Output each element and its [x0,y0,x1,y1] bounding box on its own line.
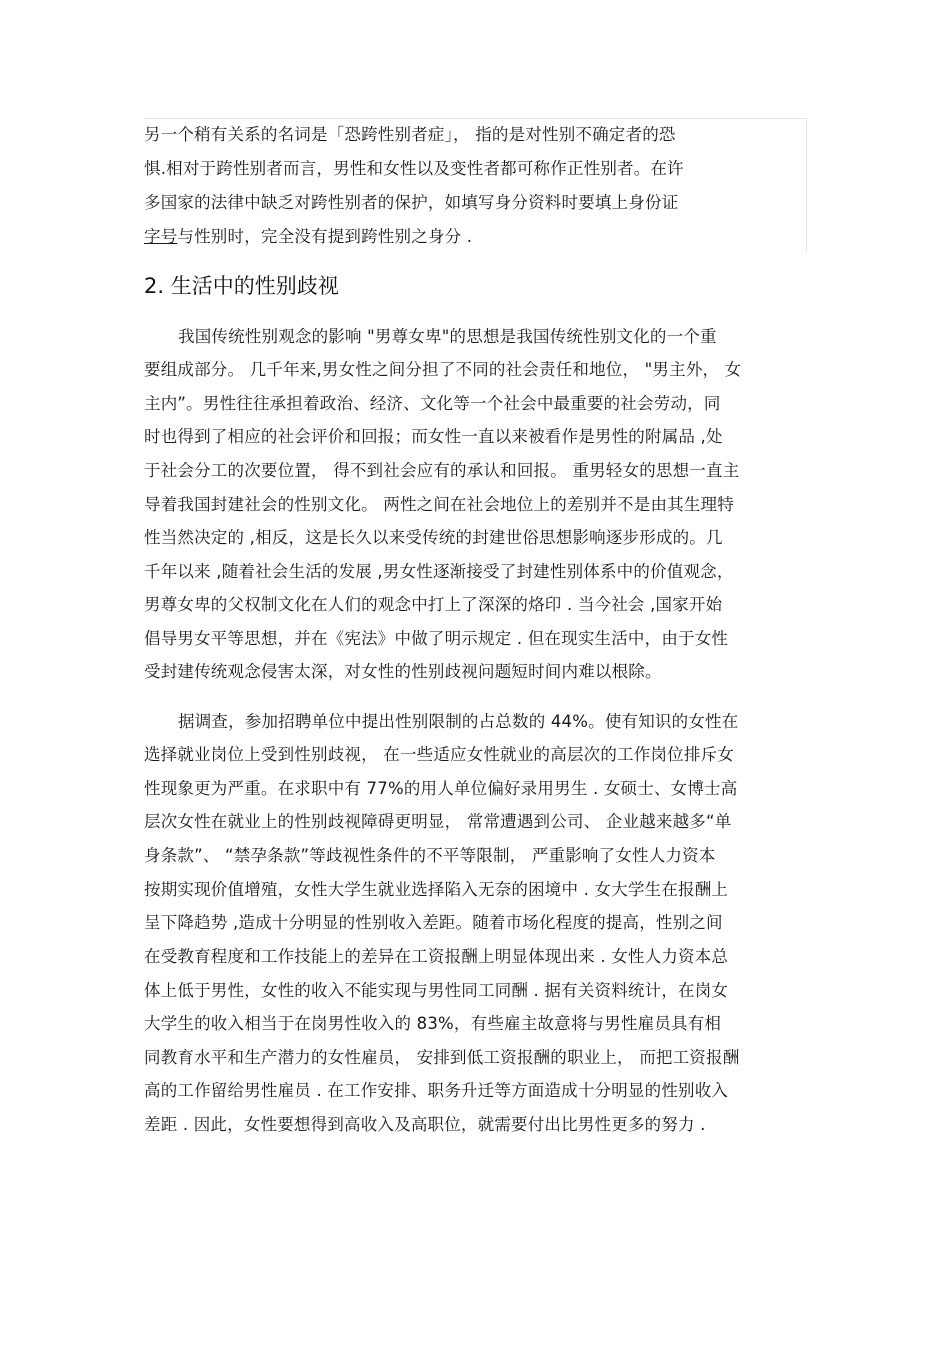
para2-line: 性现象更为严重。在求职中有 77%的用人单位偏好录用男生 . 女硕士、女博士高 [144,779,738,798]
intro-line: 惧.相对于跨性别者而言，男性和女性以及变性者都可称作正性别者。在许 [144,159,684,178]
para2-line: 身条款”、 “禁孕条款”等歧视性条件的不平等限制， 严重影响了女性人力资本 [144,846,716,865]
para1-line: 时也得到了相应的社会评价和回报；而女性一直以来被看作是男性的附属品 ,处 [144,427,723,446]
para1-line: 性当然决定的 ,相反，这是长久以来受传统的封建世俗思想影响逐步形成的。几 [144,528,723,547]
para2-line: 差距 . 因此，女性要想得到高收入及高职位，就需要付出比男性更多的努力 . [144,1115,706,1134]
para2-line: 层次女性在就业上的性别歧视障碍更明显， 常常遭遇到公司、 企业越来越多“单 [144,812,732,831]
para2-line: 体上低于男性，女性的收入不能实现与男性同工同酬 . 据有关资料统计，在岗女 [144,981,729,1000]
para1-line: 主内”。男性往往承担着政治、经济、文化等一个社会中最重要的社会劳动，同 [144,394,721,413]
para1-line: 受封建传统观念侵害太深，对女性的性别歧视问题短时间内难以根除。 [144,662,662,681]
para2-line: 按期实现价值增殖，女性大学生就业选择陷入无奈的困境中 . 女大学生在报酬上 [144,880,729,899]
para1-line: 要组成部分。 几千年来,男女性之间分担了不同的社会责任和地位， "男主外， 女 [144,360,742,379]
underlined-term: 字号 [144,227,178,246]
intro-line-last [144,226,472,248]
intro-line: 另一个稍有关系的名词是「恐跨性别者症」， 指的是对性别不确定者的恐 [144,125,676,144]
section-heading: 2. 生活中的性别歧视 [144,274,339,298]
para2-line: 选择就业岗位上受到性别歧视， 在一些适应女性就业的高层次的工作岗位排斥女 [144,745,734,764]
para2-line: 据调查，参加招聘单位中提出性别限制的占总数的 44%。使有知识的女性在 [178,712,739,731]
para1-line: 男尊女卑的父权制文化在人们的观念中打上了深深的烙印 . 当今社会 ,国家开始 [144,595,723,614]
para2-line: 呈下降趋势 ,造成十分明显的性别收入差距。随着市场化程度的提高，性别之间 [144,913,723,932]
para1-line: 我国传统性别观念的影响 "男尊女卑"的思想是我国传统性别文化的一个重 [178,327,717,346]
intro-line: 多国家的法律中缺乏对跨性别者的保护，如填写身分资料时要填上身份证 [144,193,679,212]
para2-line: 高的工作留给男性雇员 . 在工作安排、职务升迁等方面造成十分明显的性别收入 [144,1081,729,1100]
para1-line: 千年以来 ,随着社会生活的发展 ,男女性逐渐接受了封建性别体系中的价值观念， [144,562,734,581]
para2-line: 在受教育程度和工作技能上的差异在工资报酬上明显体现出来 . 女性人力资本总 [144,947,729,966]
para1-line: 倡导男女平等思想，并在《宪法》中做了明示规定 . 但在现实生活中，由于女性 [144,629,729,648]
para2-line: 同教育水平和生产潜力的女性雇员， 安排到低工资报酬的职业上， 而把工资报酬 [144,1048,740,1067]
para2-line: 大学生的收入相当于在岗男性收入的 83%，有些雇主故意将与男性雇员具有相 [144,1014,722,1033]
para1-line: 导着我国封建社会的性别文化。 两性之间在社会地位上的差别并不是由其生理特 [144,495,734,514]
para1-line: 于社会分工的次要位置， 得不到社会应有的承认和回报。 重男轻女的思想一直主 [144,461,740,480]
intro-line-rest: 与性别时，完全没有提到跨性别之身分 . [177,227,473,246]
